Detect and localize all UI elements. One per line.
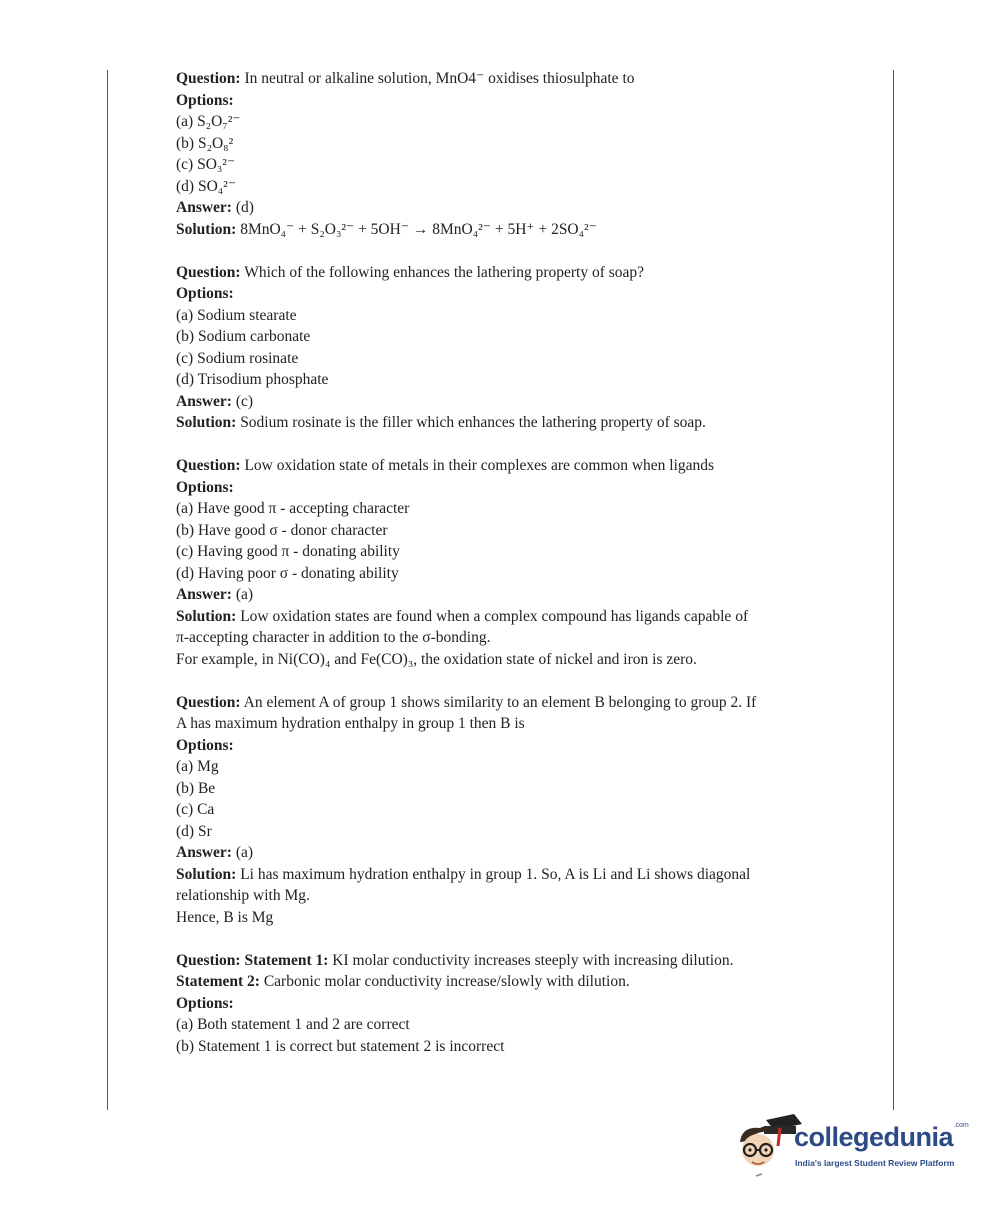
solution-line	[176, 606, 836, 628]
question-block	[176, 455, 836, 670]
question-block	[176, 68, 836, 240]
solution-text: relationship with Mg.	[176, 887, 310, 904]
options-label: Options:	[176, 478, 234, 496]
question-line	[176, 692, 836, 714]
statement1-label: Statement 1:	[244, 951, 329, 969]
question-label: Question:	[176, 693, 241, 711]
answer-line	[176, 842, 836, 864]
answer-label: Answer:	[176, 199, 232, 216]
solution-line	[176, 219, 836, 241]
solution-text: 8MnO₄⁻ + S₂O₃²⁻ + 5OH⁻ → 8MnO₄²⁻ + 5H⁺ + 2SO₄²⁻	[240, 220, 597, 238]
option-d: (d) Sr	[176, 822, 212, 840]
answer-line	[176, 197, 836, 219]
question-text: A has maximum hydration enthalpy in group 1 then B is	[176, 715, 525, 732]
solution-label: Solution:	[176, 865, 237, 883]
options-label: Options:	[176, 994, 234, 1012]
option-a: (a) Both statement 1 and 2 are correct	[176, 1016, 410, 1033]
option-a: (a) S₂O₇²⁻	[176, 113, 241, 130]
question-line	[176, 455, 836, 477]
solution-line	[176, 412, 836, 434]
question-line	[176, 262, 836, 284]
brand-logo	[794, 1122, 968, 1153]
statement2-text: Carbonic molar conductivity increase/slowly with dilution.	[263, 973, 630, 990]
answer-label: Answer:	[176, 586, 232, 603]
solution-label: Solution:	[176, 414, 237, 431]
option-c: (c) Ca	[176, 801, 215, 818]
question-text: In neutral or alkaline solution, MnO4⁻ oxidises thiosulphate to	[244, 70, 635, 87]
options-label: Options:	[176, 91, 234, 109]
question-block	[176, 950, 836, 1058]
statement2-label: Statement 2:	[176, 973, 260, 990]
question-block	[176, 692, 836, 929]
question-label: Question:	[176, 70, 241, 87]
option-c: (c) Having good π - donating ability	[176, 543, 400, 560]
answer-label: Answer:	[176, 844, 232, 861]
question-line	[176, 68, 836, 90]
option-b: (b) Have good σ - donor character	[176, 521, 388, 539]
option-b: (b) Sodium carbonate	[176, 328, 311, 345]
brand-tagline: India's largest Student Review Platform	[795, 1158, 955, 1168]
statement2-line	[176, 971, 836, 993]
question-line	[176, 950, 836, 972]
answer-value: (a)	[235, 844, 254, 861]
solution-text: Low oxidation states are found when a complex compound has ligands capable of	[240, 607, 749, 625]
brand-name: collegedunia	[794, 1122, 954, 1152]
solution-text: For example, in Ni(CO)₄ and Fe(CO)₃, the oxidation state of nickel and iron is zero.	[176, 650, 697, 668]
option-c: (c) SO₃²⁻	[176, 156, 236, 173]
options-label: Options:	[176, 736, 234, 754]
solution-line	[176, 864, 836, 886]
question-text: Low oxidation state of metals in their complexes are common when ligands	[244, 457, 715, 474]
option-c: (c) Sodium rosinate	[176, 349, 299, 367]
answer-line	[176, 391, 836, 413]
question-block	[176, 262, 836, 434]
question-label: Question:	[176, 951, 241, 969]
option-d: (d) SO₄²⁻	[176, 177, 236, 195]
solution-label: Solution:	[176, 220, 237, 238]
option-a: (a) Have good π - accepting character	[176, 500, 410, 517]
option-a: (a) Sodium stearate	[176, 306, 297, 324]
statement1-text: KI molar conductivity increases steeply with increasing dilution.	[332, 951, 734, 969]
answer-label: Answer:	[176, 392, 232, 410]
answer-value: (c)	[235, 392, 254, 410]
question-text: Which of the following enhances the lathering property of soap?	[244, 263, 645, 281]
option-d: (d) Trisodium phosphate	[176, 371, 329, 388]
answer-value: (a)	[235, 586, 254, 603]
question-text: An element A of group 1 shows similarity to an element B belonging to group 2. If	[243, 693, 757, 711]
option-b: (b) S₂O₈²	[176, 134, 234, 152]
solution-text: Sodium rosinate is the filler which enhances the lathering property of soap.	[240, 414, 706, 431]
options-label: Options:	[176, 285, 234, 302]
solution-label: Solution:	[176, 607, 237, 625]
option-a: (a) Mg	[176, 758, 219, 775]
solution-text: Hence, B is Mg	[176, 908, 274, 926]
left-margin-rule	[107, 70, 108, 1110]
option-b: (b) Be	[176, 779, 216, 797]
option-b: (b) Statement 1 is correct but statement 2 is incorrect	[176, 1037, 505, 1055]
answer-value: (d)	[235, 199, 254, 216]
question-label: Question:	[176, 457, 241, 474]
option-d: (d) Having poor σ - donating ability	[176, 564, 399, 582]
answer-line	[176, 584, 836, 606]
document-content	[176, 68, 836, 1057]
solution-text: Li has maximum hydration enthalpy in group 1. So, A is Li and Li shows diagonal	[240, 865, 751, 883]
solution-text: π-accepting character in addition to the σ-bonding.	[176, 629, 491, 646]
question-label: Question:	[176, 263, 241, 281]
brand-suffix: .com	[954, 1122, 969, 1129]
right-margin-rule	[893, 70, 894, 1110]
